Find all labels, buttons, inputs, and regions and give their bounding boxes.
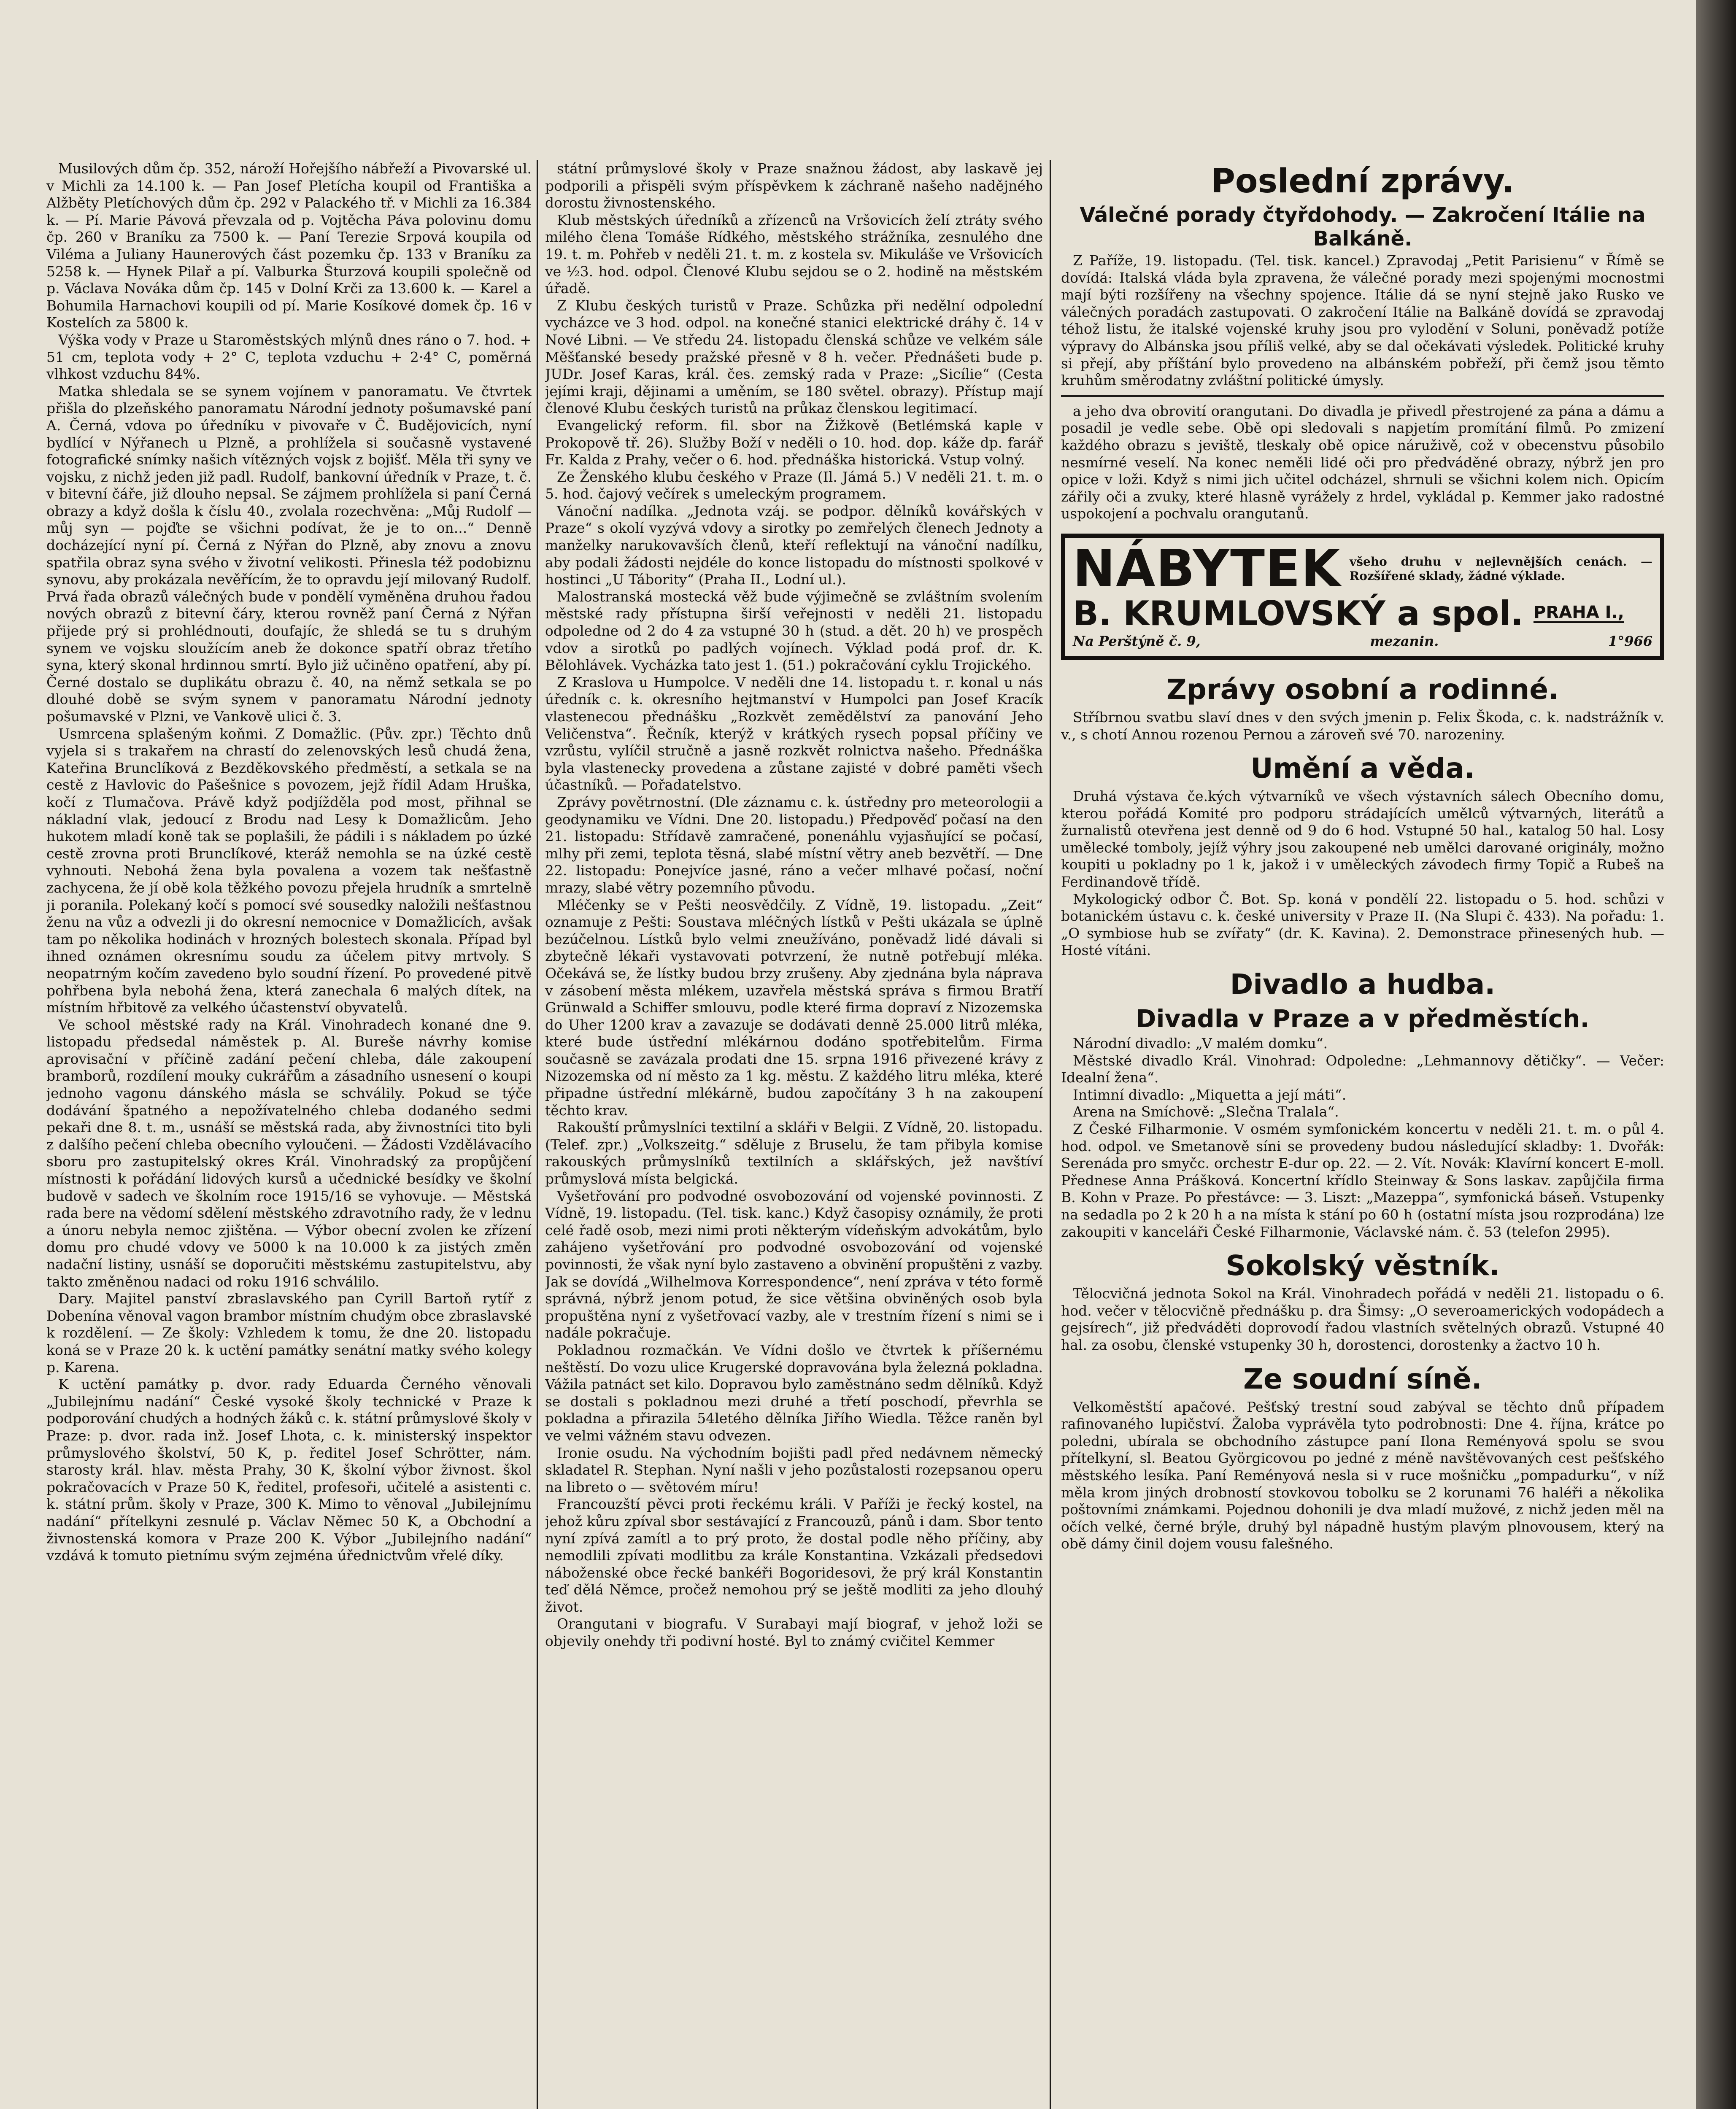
ad-tagline: všeho druhu v nejlevnějších cenách. — Rozšířené sklady, žádné výklade.: [1349, 554, 1652, 583]
column-right: [1061, 160, 1664, 2109]
article-paragraph: Výška vody v Praze u Staroměstských mlýnů dnes ráno o 7. hod. + 51 cm, teplota vody + 2° C, teplota vzduchu + 2·4° C, poměrná vlhkost vzduchu 84%.: [46, 331, 532, 383]
article-paragraph: Mléčenky se v Pešti neosvědčily. Z Vídně, 19. listopadu. „Zeit“ oznamuje z Pešti: Soustava mléčných lístků v Pešti ukázala se úplně bezúčelnou. Lístků bylo velmi zneužíváno, poněvadž lidé dávali si zbytečně lékaři vystavovati potvrzení, že nutně potřebují mléka. Očekává se, že lístky budou brzy zrušeny. Aby zjednána byla náprava v zásobení města mlékem, uzavřela městská správa s firmou Bratří Grünwald a Schiffer smlouvu, podle které firma dopraví z Nizozemska do Uher 1200 krav a zavazuje se dodávati denně 25.000 litrů mléka, které bude ústřední mlékárnou dodáno spotřebitelům. Firma současně se zavázala prodati dne 15. srpna 1916 přivezené krávy z Nizozemska od ní město za 1 kg. městu. Z každého litru mléka, které připadne ústřední mlékárně, budou započítány 3 h na zakoupení těchto krav.: [545, 896, 1043, 1119]
article-paragraph: K uctění památky p. dvor. rady Eduarda Černého věnovali „Jubilejnímu nadání“ České vysoké školy technické v Praze k podporování chudých a hodných žáků c. k. státní průmyslové školy v Praze: p. dvor. rada inž. Josef Lhota, c. k. ministerský inspektor průmyslového školství, 50 K, p. ředitel Josef Schrötter, nám. starosty král. hlav. města Prahy, 30 K, školní výbor živnost. škol pokračovacích v Praze 50 K, ředitel, profesoři, učitelé a asistenti c. k. státní prům. školy v Praze, 300 K. Mimo to věnoval „Jubilejnímu nadání“ přítelkyni zesnulé p. Václav Němec 50 K, a Obchodní a živnostenská komora v Praze 200 K. Výbor „Jubilejního nadání“ vzdává k tomuto pietnímu svým zejména úřednictvům vřelé díky.: [46, 1376, 532, 1564]
section-divider: [1061, 395, 1664, 397]
ad-brand: NÁBYTEK: [1073, 539, 1341, 598]
article-paragraph: Usmrcena splašeným koňmi. Z Domažlic. (Pův. zpr.) Těchto dnů vyjela si s trakařem na chrastí do zelenovských lesů chudá žena, Kateřina Brunclíková z Bezděkovského předměstí, a setkala se na cestě z Havlovic do Pašešnice s povozem, jejž řídil Adam Hruška, kočí z Tlumačova. Právě když podjížděla pod most, přihnal se nákladní vlak, jedoucí z Brodu nad Lesy k Domažlicům. Jeho hukotem mladí koně tak se poplašili, že pádili i s nákladem po úzké cestě zrovna proti Brunclíkové, kteráž nemohla se na úzké cestě vyhnouti. Nebohá žena byla povalena a vozem tak nešťastně zachycena, že jí obě kola těžkého povozu přejela hrudník a smrtelně ji poranila. Polekaný kočí s pomocí své sousedky naložili nešťastnou ženu na vůz a odvezli ji do okresní nemocnice v Domažlicích, avšak tam po několika hodinách v hrozných bolestech skonala. Případ byl ihned oznámen okresnímu soudu za účelem pitvy mrtvoly. S neopatrným kočím zavedeno bylo soudní řízení. Po provedené pitvě pohřbena byla nebohá žena, která zanechala 6 malých dítek, na místním hřbitově za velkého účastenství obyvatelů.: [46, 725, 532, 1016]
article-paragraph: Intimní divadlo: „Miquetta a její máti“.: [1073, 1086, 1347, 1103]
ad-code: 1°966: [1608, 633, 1652, 650]
article-paragraph: Národní divadlo: „V malém domku“.: [1073, 1035, 1328, 1052]
article-paragraph: Pokladnou rozmačkán. Ve Vídni došlo ve čtvrtek k příšernému neštěstí. Do vozu ulice Krugerské dopravována byla železná pokladna. Vážila patnáct set kilo. Dopravou bylo zaměstnáno sedm dělníků. Když se dostali s pokladnou mezi druhé a třetí poschodí, převrhla se pokladna a přirazila 54letého dělníka Jiřího Wiedla. Těžce raněn byl ve velmi vážném stavu odvezen.: [545, 1341, 1043, 1444]
article-paragraph: Ironie osudu. Na východním bojišti padl před nedávnem německý skladatel R. Stephan. Nyní našli v jeho pozůstalosti rozepsanou operu na libreto o — světovém míru!: [545, 1444, 1043, 1495]
article-paragraph: Mykologický odbor Č. Bot. Sp. koná v pondělí 22. listopadu o 5. hod. schůzi v botanickém ústavu c. k. české university v Praze II. (Na Slupi č. 433). Na pořadu: 1. „O symbiose hub se zvířaty“ (dr. K. Kavina). 2. Demonstrace přinesených hub. — Hosté vítáni.: [1061, 890, 1664, 959]
headline-latest-news: Poslední zprávy.: [1211, 162, 1515, 200]
article-paragraph: Z Paříže, 19. listopadu. (Tel. tisk. kancel.) Zpravodaj „Petit Parisienu“ v Římě se dovídá: Italská vláda byla zpravena, že válečné porady mezi spojenými mocnostmi mají býti rozšířeny na všechny spojence. Itálie dá se nyní stejně jako Rusko ve válečných poradách zastupovati. O zakročení Itálie na Balkáně dovídá se zpravodaj téhož listu, že italské vojenské kruhy jsou pro vylodění v Soluni, poněvadž potíže výpravy do Albánska jsou příliš velké, aby se dal očekávati výsledek. Politické kruhy si přejí, aby příštání bylo provedeno na albánském pobřeží, při čemž jsou těmto kruhům směrodatny zvláštní politické úmysly.: [1061, 252, 1664, 389]
column-rule: [1050, 160, 1051, 2109]
article-paragraph: Orangutani v biografu. V Surabayi mají biograf, v jehož loži se objevily onehdy tři podivní hosté. Byl to známý cvičitel Kemmer: [545, 1615, 1043, 1650]
article-paragraph: Arena na Smíchově: „Slečna Tralala“.: [1073, 1103, 1339, 1120]
article-paragraph: Z Klubu českých turistů v Praze. Schůzka při nedělní odpolední vycházce ve 3 hod. odpol. na konečné stanici elektrické dráhy č. 14 v Nové Libni. — Ve středu 24. listopadu členská schůze ve velkém sále Měšťanské besedy pražské přesně v 8 h. večer. Přednášeti bude p. JUDr. Josef Karas, král. čes. zemský rada v Praze: „Sicílie“ (Cesta jejími kraji, dějinami a uměním, se 180 světel. obrazy). Přístup mají členové Klubu českých turistů na průkaz členskou legitimací.: [545, 297, 1043, 417]
ad-floor: mezanin.: [1370, 633, 1439, 650]
article-paragraph: Velkoměstští apačové. Pešťský trestní soud zabýval se těchto dnů případem rafinovaného lupičství. Žaloba vyprávěla tyto podrobnosti: Dne 4. října, krátce po poledni, ubírala se obchodního zástupce paní Ilona Reményová spolu se svou přítelkyní, sl. Beatou Györgicovou po jedné z méně navštěvovaných cest pešťského městského lesíka. Paní Reményová nesla si v ruce mošničku „pompadurku“, v níž měla krom jiných drobností stovkovou tobolku se 2 korunami 76 haléři a několika poštovními známkami. Pojednou dohonili je dva mladí mužové, z nichž jeden měl na očích velké, černé brýle, druhý byl nápadně hustým plavým plnovousem, který na obě dámy činil dojem vousu falešného.: [1061, 1398, 1664, 1552]
article-paragraph: Malostranská mostecká věž bude výjimečně se zvláštním svolením městské rady přístupna širší veřejnosti v neděli 21. listopadu odpoledne od 2 do 4 za vstupné 30 h (stud. a dět. 20 h) ve prospěch vdov a sirotků po padlých vojínech. Výklad podá prof. dr. K. Bělohlávek. Vycházka tato jest 1. (51.) pokračování cyklu Trojického.: [545, 588, 1043, 674]
article-paragraph: Z Kraslova u Humpolce. V neděli dne 14. listopadu t. r. konal u nás úředník c. k. okresního hejtmanství v Humpolci pan Josef Kracík vlastenecou přednášku „Rozkvět zemědělství za panování Jeho Veličenstva“. Řečník, kterýž v krátkých rysech popsal příčiny ve vzrůstu, vylíčil stručně a jasně rozkvět rolnictva našeho. Přednáška byla vlastenecky provedena a zůstane zajisté v dobré paměti všech účastníků. — Pořadatelstvo.: [545, 674, 1043, 793]
ad-city: PRAHA I.,: [1534, 603, 1624, 623]
ad-firm-name: B. KRUMLOVSKÝ a spol.: [1073, 593, 1524, 633]
ad-address: Na Perštýně č. 9,: [1073, 633, 1201, 650]
section-subheading: Divadla v Praze a v předměstích.: [1136, 1004, 1590, 1033]
article-paragraph: Musilových dům čp. 352, nároží Hořejšího nábřeží a Pivovarské ul. v Michli za 14.100 k. — Pan Josef Pletícha koupil od Františka a Alžběty Pletíchových dům čp. 292 v Palackého tř. v Michli za 16.384 k. — Pí. Marie Pávová převzala od p. Vojtěcha Páva polovinu domu čp. 260 v Braníku za 7500 k. — Paní Terezie Srpová koupila od Viléma a Juliany Haunerových část pozemku čp. 133 v Braníku za 5258 k. — Hynek Pilař a pí. Valburka Šturzová koupili společně od p. Václava Nováka dům čp. 145 v Dolní Krči za 13.600 k. — Karel a Bohumila Harnachovi koupili od pí. Marie Kosíkové domek čp. 16 v Kostelích za 5800 k.: [46, 160, 532, 331]
article-paragraph: Evangelický reform. fil. sbor na Žižkově (Betlémská kaple v Prokopově tř. 26). Služby Boží v neděli o 10. hod. dop. káže dp. farář Fr. Kalda z Prahy, večer o 6. hod. přednáška historická. Vstup volný.: [545, 417, 1043, 468]
article-paragraph: Z České Filharmonie. V osmém symfonickém koncertu v neděli 21. t. m. o půl 4. hod. odpol. ve Smetanově síni se provedeny budou následující skladby: 1. Dvořák: Serenáda pro smyčc. orchestr E-dur op. 22. — 2. Vít. Novák: Klavírní koncert E-moll. Přednese Anna Prášková. Koncertní křídlo Steinway & Sons laskav. zapůjčila firma B. Kohn v Praze. Po přestávce: — 3. Liszt: „Mazeppa“, symfonická báseň. Vstupenky na sedadla po 2 k 20 h a na místa k stání po 60 h (ostatní místa jsou rozprodána) lze zakoupiti v kanceláři České Filharmonie, Václavské nám. č. 53 (telefon 2995).: [1061, 1121, 1664, 1240]
article-paragraph: Druhá výstava če.kých výtvarníků ve všech výstavních sálech Obecního domu, kterou pořádá Komité pro podporu strádajících umělců výtvarných, literátů a žurnalistů otevřena jest denně od 9 do 6 hod. Vstupné 50 hal., katalog 50 hal. Losy umělecké tomboly, jejíž výhry jsou zakoupené neb umělci darované originály, možno koupiti u pokladny po 1 k, jakož i v uměleckých závodech firmy Topič a Rubeš na Ferdinandově třídě.: [1061, 788, 1664, 890]
article-paragraph: Matka shledala se se synem vojínem v panoramatu. Ve čtvrtek přišla do plzeňského panoramatu Národní jednoty pošumavské paní A. Černá, vdova po úředníku v pivovaře v Č. Budějovicích, nyní bydlící v Nýřanech u Plzně, a prohlížela si současně vystavené fotografické snímky našich vítězných vojsk z bojišť. Měla tři syny ve vojsku, z nichž jeden již padl. Rudolf, bankovní úředník v Praze, t. č. v bitevní čáře, již dlouho nepsal. Se zájmem prohlížela si paní Černá obrazy a když došla k číslu 40., zvolala rozechvěna: „Můj Rudolf — můj syn — pojďte se všichni podívat, že je to on...“ Denně docházející nyní pí. Černá z Nýřan do Plzně, aby znovu a znovu spatřila obraz syna svého v životní velikosti. Přinesla též podobiznu synovu, aby prokázala nevěřícím, že to opravdu její milovaný Rudolf. Prvá řada obrazů válečných bude v pondělí vyměněna druhou řadou nových obrazů z bitevní čáry, kterou rovněž paní Černá z Nýřan přijede prý si prohlédnouti, doufajíc, že shledá se tu s druhým synem ve vojsku sloužícím aneb že dokonce spatří obraz třetího syna, který skonal hrdinnou smrtí. Bylo již učiněno opatření, aby pí. Černé dostalo se duplikátu obrazu č. 40, na němž setkala se po dlouhé době se svým synem v panoramatu Národní jednoty pošumavské v Plzni, ve Vankově ulici č. 3.: [46, 383, 532, 725]
article-paragraph: Dary. Majitel panství zbraslavského pan Cyrill Bartoň rytíř z Dobenína věnoval vagon brambor místním chudým obce zbraslavské k rozdělení. — Ze školy: Vzhledem k tomu, že dne 20. listopadu koná se v Praze 20 k. k uctění památky senátní matky svého kolegy p. Karena.: [46, 1290, 532, 1375]
column-left: [46, 160, 532, 2109]
column-rule: [537, 160, 538, 2109]
article-paragraph: Klub městských úředníků a zřízenců na Vršovicích želí ztráty svého milého člena Tomáše Rídkého, městského strážníka, zesnulého dne 19. t. m. Pohřeb v neděli 21. t. m. z kostela sv. Mikuláše ve Vršovicích ve ½3. hod. odpol. Členové Klubu sejdou se o 2. hodině na městském úřadě.: [545, 211, 1043, 297]
article-paragraph: Městské divadlo Král. Vinohrad: Odpoledne: „Lehmannovy dětičky“. — Večer: Idealní žena“.: [1061, 1052, 1664, 1086]
article-paragraph: Francouzští pěvci proti řeckému králi. V Paříži je řecký kostel, na jehož kůru zpíval sbor sestávající z Francouzů, pánů i dam. Sbor tento nyní zpívá zamítl a to prý proto, že dostal podle něho příčiny, aby nemodlili zpívati modlitbu za krále Konstantina. Vzkázali předsedovi náboženské obce řecké bankéři Bogoridesovi, že prý král Konstantin teď dělá Němce, pročež nemohou prý se ještě modliti za jeho dlouhý život.: [545, 1496, 1043, 1615]
section-heading: Umění a věda.: [1250, 752, 1475, 785]
article-paragraph: Ve school městské rady na Král. Vinohradech konané dne 9. listopadu předsedal náměstek p. Al. Bureše návrhy komise aprovisační v příčině zadání pečení chleba, dále zakoupení bramborů, rozdílení mouky cukrářům a zásadního usnesení o koupi jednoho vagonu dánského másla se schválily. Pokud se týče dodávání špatného a nepožívatelného chleba dodaného sedmi pekaři dne 8. t. m., usnáší se městská rada, aby živnostníci tito byli z dalšího pečení chleba obecního vyloučeni. — Žádosti Vzdělávacího sboru pro zastupitelský okres Král. Vinohradský za propůjčení místnosti k pořádání lidových kursů a učednické besídky ve školní budově v sadech ve školním roce 1915/16 se vyhovuje. — Městská rada bere na vědomí sdělení městského zdravotního rady, že v lednu a únoru nebyla nemoc zjištěna. — Výbor obecní zvolen ke zřízení domu pro chudé vdovy ve 5000 k na 10.000 k za jistých změn nadační listiny, usnáší se doporučiti městskému zastupitelstvu, aby takto změněnou nadaci od roku 1916 schválilo.: [46, 1016, 532, 1290]
article-paragraph: Stříbrnou svatbu slaví dnes v den svých jmenin p. Felix Škoda, c. k. nadstrážník v. v., s chotí Annou rozenou Pernou a zároveň své 70. narozeniny.: [1061, 709, 1664, 743]
article-paragraph: a jeho dva obrovití orangutani. Do divadla je přivedl přestrojené za pána a dámu a posadil je vedle sebe. Obě opi sledovali s napjetím promítání filmů. Po zmizení každého obrazu s jeviště, tleskaly obě opice náruživě, což v obecenstvu působilo nesmírné veselí. Na konec neměli lidé oči pro předváděné obrazy, nýbrž jen pro opice v loži. Když s nimi jich učitel odcházel, shrnuli se všichni kolem nich. Opicím zářily oči a zvuky, které hlasně vyrážely z hrdel, vykládal p. Kemmer jako radostné uspokojení a pochvalu orangutanů.: [1061, 402, 1664, 522]
furniture-advertisement: [1061, 534, 1664, 660]
article-paragraph: Ze Ženského klubu českého v Praze (Il. Jámá 5.) V neděli 21. t. m. o 5. hod. čajový večírek s umeleckým programem.: [545, 468, 1043, 502]
section-heading: Sokolský věstník.: [1226, 1249, 1500, 1282]
article-paragraph: státní průmyslové školy v Praze snažnou žádost, aby laskavě jej podporili a přispěli svým příspěvkem k záchraně našeho nadějného dorostu živnostenského.: [545, 160, 1043, 211]
section-heading: Ze soudní síně.: [1243, 1362, 1482, 1395]
scan-edge: [1696, 0, 1736, 2109]
article-paragraph: Vánoční nadílka. „Jednota vzáj. se podpor. dělníků kovářských v Praze“ s okolí vyzývá vdovy a sirotky po zemřelých členech Jednoty a manželky narukovavších členů, kteří reflektují na vánoční nadílku, aby podali žádosti nejdéle do konce listopadu do místnosti spolkové v hostinci „U Tábority“ (Praha II., Lodní ul.).: [545, 502, 1043, 588]
article-paragraph: Tělocvičná jednota Sokol na Král. Vinohradech pořádá v neděli 21. listopadu o 6. hod. večer v tělocvičně přednášku p. dra Šimsy: „O severoamerických vodopádech a gejsírech“, již předváděti doprovodí řadou vlastních světelných obrazů. Vstupné 40 hal. za osobu, členské vstupenky 30 h, dorostenci, dorostenky a žactvo 10 h.: [1061, 1285, 1664, 1353]
column-middle: [545, 160, 1043, 2109]
article-paragraph: Zprávy povětrnostní. (Dle záznamu c. k. ústředny pro meteorologii a geodynamiku ve Vídni. Dne 20. listopadu.) Předpověď počasí na den 21. listopadu: Střídavě zamračené, ponenáhlu vyjasňující se počasí, mlhy při zemi, teplota těsná, slabé místní větry aneb bezvětří. — Dne 22. listopadu: Ponejvíce jasné, ráno a večer mlhavé počasí, noční mrazy, slabé větry pozemního původu.: [545, 793, 1043, 896]
section-heading: Zprávy osobní a rodinné.: [1166, 673, 1559, 706]
article-paragraph: Vyšetřování pro podvodné osvobozování od vojenské povinnosti. Z Vídně, 19. listopadu. (Tel. tisk. kanc.) Když časopisy oznámily, že proti celé řadě osob, mezi nimi proti některým vídeňským advokátům, bylo zahájeno vyšetřování pro podvodné osvobozování od vojenské povinnosti, že však nyní bylo zastaveno a obvinění propuštěni z vazby. Jak se dovídá „Wilhelmova Korrespondence“, není zpráva v této formě správná, nýbrž jenom potud, že sice většina obviněných osob byla propuštěna nyní z vyšetřovací vazby, ale v trestním řízení s nimi se i nadále pokračuje.: [545, 1187, 1043, 1341]
article-paragraph: Rakouští průmyslníci textilní a skláři v Belgii. Z Vídně, 20. listopadu. (Telef. zpr.) „Volkszeitg.“ sděluje z Bruselu, že tam přibyla komise rakouských průmyslníků textilních a sklářských, jež navštíví průmyslová místa belgická.: [545, 1119, 1043, 1187]
subheadline: Válečné porady čtyřdohody. — Zakročení Itálie na Balkáně.: [1080, 203, 1646, 251]
section-heading: Divadlo a hudba.: [1230, 968, 1496, 1001]
